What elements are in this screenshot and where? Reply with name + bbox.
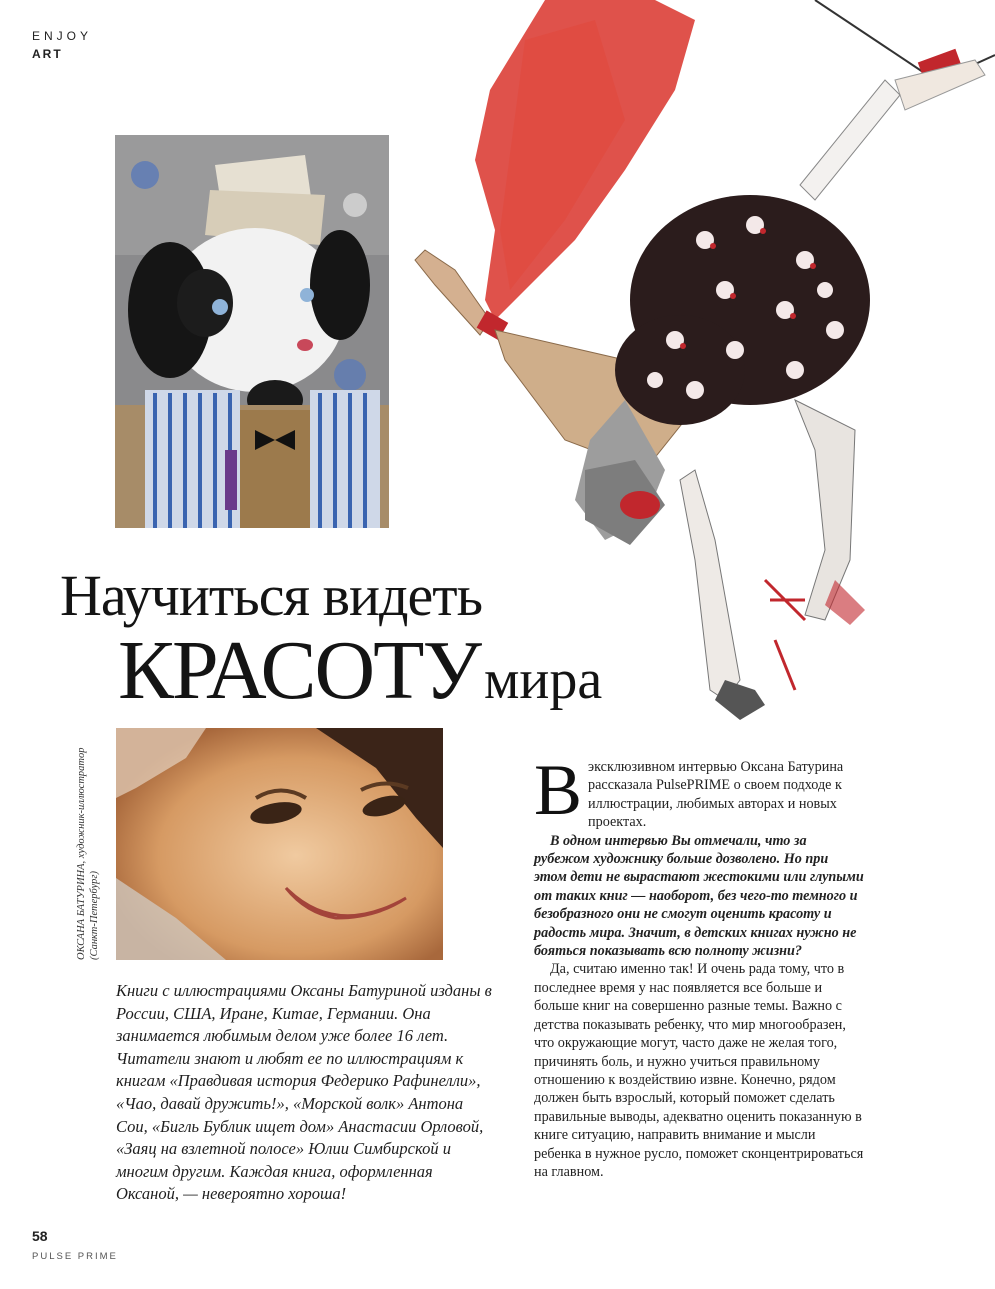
lead-paragraph: Книги с иллюстрациями Оксаны Батуриной изданы в России, США, Иране, Китае, Германии. Она занимается любимым делом уже более 16 лет. Читатели знают и любят ее по иллюстрациям к книгам «Правдивая история Федерико Рафинелли», «Чао, давай дружить!», «Морской волк» Антона Сои, «Бигль Бублик ищет дом» Анастасии Орловой, «Заяц на взлетной полосе» Юлии Симбирской и многим другим. Каждая книга, оформленная Оксаной, — невероятно хороша! — [116, 981, 492, 1204]
section-label: ENJOY — [32, 29, 93, 43]
intro-text: эксклюзивном интервью Оксана Батурина рассказала PulsePRIME о своем подходе к иллюстрации, любимых авторах и новых проектах. — [588, 759, 844, 831]
caption-name: ОКСАНА БАТУРИНА, — [76, 860, 87, 960]
subsection-label: ART — [32, 47, 63, 61]
article-headline — [60, 563, 680, 736]
drop-cap: В — [534, 750, 583, 830]
headline-line-2 — [60, 624, 680, 736]
article-body — [534, 750, 864, 1181]
dog-collage-illustration — [115, 135, 389, 528]
artist-portrait-photo — [116, 728, 443, 960]
page-number: 58 — [32, 1228, 48, 1244]
headline-small-word: мира — [483, 649, 603, 711]
magazine-name: PULSE PRIME — [32, 1251, 118, 1262]
photo-caption — [75, 728, 101, 960]
headline-big-word: КРАСОТУ — [118, 624, 480, 717]
interview-question: В одном интервью Вы отмечали, что за рубежом художнику больше дозволено. Но при этом дети не вырастают жестокими или глупыми от таких книг — наоборот, без чего-то темного и безобразного они не смогут оценить красоту и радость мира. Значит, в детских книгах нужно не бояться показывать всю полноту жизни? — [534, 832, 864, 960]
headline-line-1: Научиться видеть — [60, 563, 483, 628]
interview-answer: Да, считаю именно так! И очень рада тому, что в последнее время у нас появляется все больше и больше книг на совершенно разные темы. Важно с детства показывать ребенку, что мир многообразен, что окружающие могут, часто даже не желая того, причинять боль, и нужно учиться правильному отношению к воздействию извне. Конечно, рядом должен быть взрослый, который поможет сделать правильные выводы, адекватно оценить показанную в книге ситуацию, направить внимание и мысли ребенка в нужное русло, поможет сконцентрироваться на главном. — [534, 961, 864, 1180]
article-intro — [534, 750, 864, 832]
caption-role: художник-иллюстратор (Санкт-Петербург) — [76, 747, 100, 960]
